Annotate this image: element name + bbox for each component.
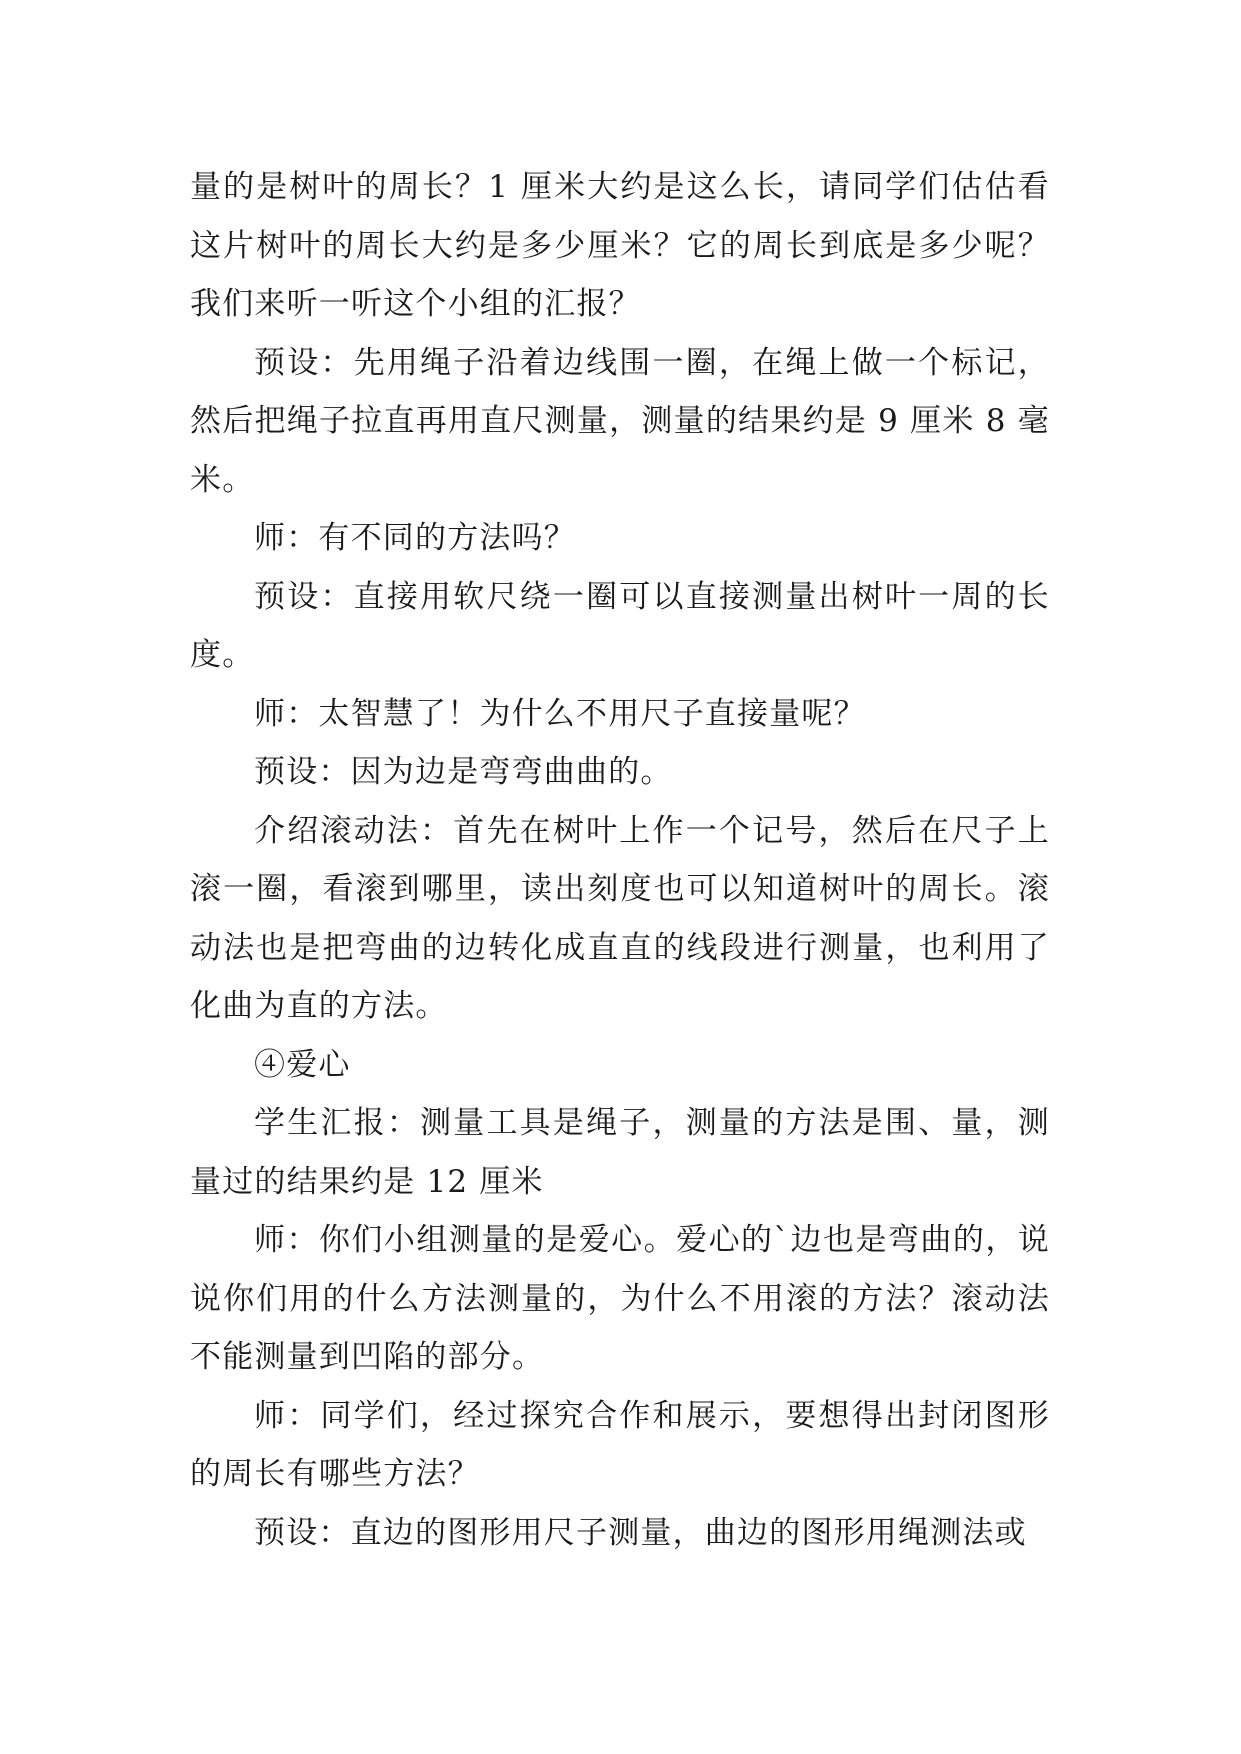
section-heading-heart: ④爱心	[254, 1046, 351, 1083]
paragraph-preset-soft-ruler: 预设：直接用软尺绕一圈可以直接测量出树叶一周的长度。	[190, 578, 1050, 673]
paragraph-teacher-summary: 师：同学们，经过探究合作和展示，要想得出封闭图形的周长有哪些方法？	[190, 1397, 1050, 1492]
paragraph-teacher-praise: 师：太智慧了！为什么不用尺子直接量呢？	[254, 695, 866, 732]
paragraph-teacher-heart: 师：你们小组测量的是爱心。爱心的`边也是弯曲的，说说你们用的什么方法测量的，为什么不用滚的方法？滚动法不能测量到凹陷的部分。	[190, 1222, 1050, 1375]
paragraph-preset-methods: 预设：直边的图形用尺子测量，曲边的图形用绳测法或	[254, 1514, 1027, 1551]
paragraph-continuation: 量的是树叶的周长？1 厘米大约是这么长，请同学们估估看这片树叶的周长大约是多少厘米？它的周长到底是多少呢？我们来听一听这个小组的汇报？	[190, 169, 1050, 322]
paragraph-preset-curved: 预设：因为边是弯弯曲曲的。	[254, 754, 673, 790]
paragraph-preset-rope: 预设：先用绳子沿着边线围一圈，在绳上做一个标记，然后把绳子拉直再用直尺测量，测量的结果约是 9 厘米 8 毫米。	[190, 344, 1050, 498]
paragraph-teacher-question: 师：有不同的方法吗？	[254, 520, 576, 556]
document-body	[190, 158, 1050, 1562]
paragraph-rolling-method: 介绍滚动法：首先在树叶上作一个记号，然后在尺子上滚一圈，看滚到哪里，读出刻度也可以知道树叶的周长。滚动法也是把弯曲的边转化成直直的线段进行测量，也利用了化曲为直的方法。	[190, 812, 1050, 1024]
paragraph-student-report: 学生汇报：测量工具是绳子，测量的方法是围、量，测量过的结果约是 12 厘米	[190, 1105, 1050, 1200]
